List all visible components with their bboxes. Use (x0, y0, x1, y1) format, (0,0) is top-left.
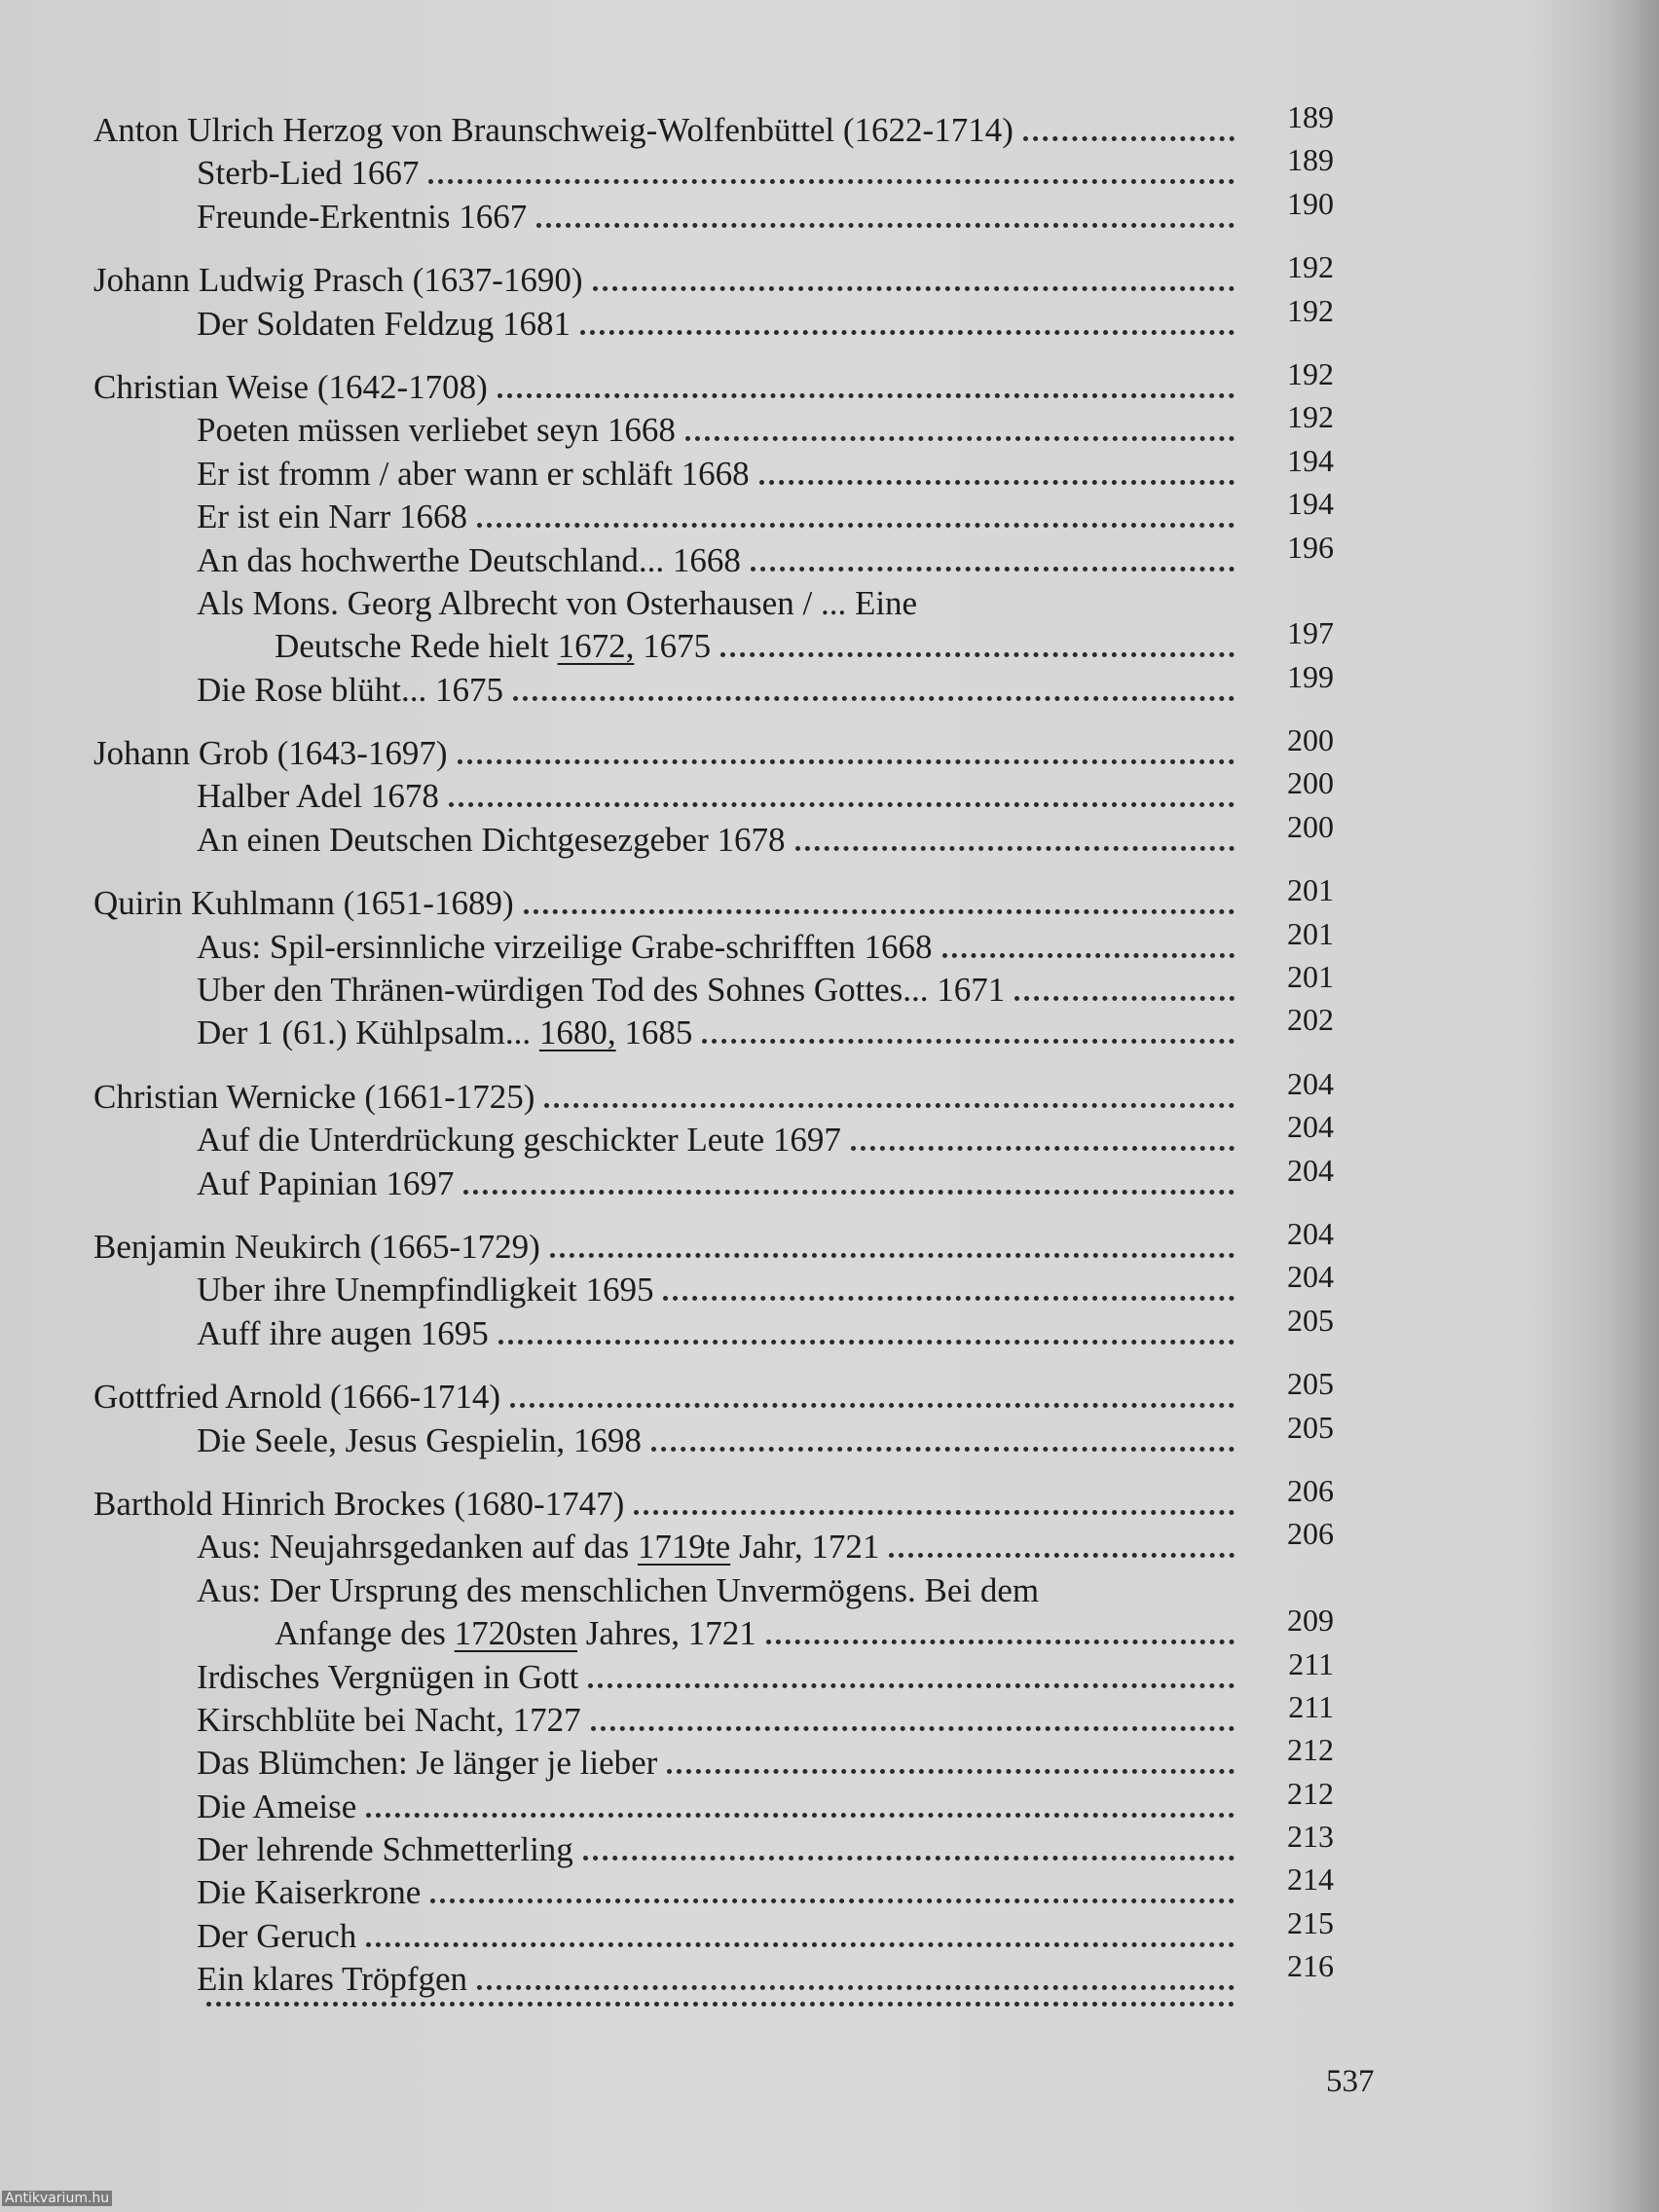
page-ref: 192 (1287, 399, 1334, 435)
entry-title: Irdisches Vergnügen in Gott (197, 1657, 579, 1696)
toc-group (93, 249, 1334, 346)
page-ref: 216 (1287, 1948, 1334, 1984)
toc-continuation-row (93, 1603, 1334, 1655)
toc-group (93, 99, 1334, 239)
page-ref: 212 (1287, 1775, 1334, 1811)
entry-title: Auf Papinian 1697 (197, 1163, 455, 1202)
entry-title: Die Kaiserkrone (197, 1873, 422, 1912)
author-name: Johann Grob (1643-1697) (93, 734, 448, 773)
continuation-text: Anfange des (275, 1614, 455, 1653)
toc-entry-row (93, 1259, 1334, 1311)
dot-leader (651, 1447, 1235, 1452)
page-ref: 192 (1287, 249, 1334, 285)
page-ref: 204 (1287, 1215, 1334, 1251)
entry-title: Als Mons. Georg Albrecht von Osterhausen / ... Eine (197, 583, 918, 622)
underlined-year: 1719te (637, 1528, 731, 1567)
dot-leader (889, 1553, 1235, 1558)
toc-author-row (93, 872, 1334, 925)
toc-entry-row (93, 1516, 1334, 1568)
dot-leader (702, 1039, 1235, 1044)
author-name: Christian Wernicke (1661-1725) (93, 1077, 535, 1116)
toc-author-row (93, 722, 1334, 775)
toc-entry-row (93, 1862, 1334, 1914)
entry-title: Ein klares Tröpfgen (197, 1960, 468, 1999)
page-ref: 189 (1287, 142, 1334, 178)
entry-title-text: Der 1 (61.) Kühlpsalm... (197, 1014, 539, 1052)
entry-title: Die Rose blüht... 1675 (197, 670, 503, 709)
dot-leader (458, 759, 1235, 764)
entry-title: Freunde-Erkentnis 1667 (197, 197, 528, 236)
underlined-year: 1672, (557, 627, 635, 666)
page-ref: 214 (1287, 1862, 1334, 1898)
dot-leader (449, 802, 1235, 807)
page-ref: 212 (1287, 1732, 1334, 1768)
page-ref: 204 (1287, 1259, 1334, 1295)
page-ref: 194 (1287, 486, 1334, 522)
toc-entry-row (93, 1948, 1334, 2001)
dot-leader (942, 953, 1235, 958)
page-ref: 205 (1287, 1409, 1334, 1445)
dot-leader (206, 2002, 1235, 2007)
dot-leader (759, 480, 1235, 485)
watermark: Antikvarium.hu (2, 2191, 112, 2206)
toc-entry-row (93, 399, 1334, 452)
entry-title: Aus: Der Ursprung des menschlichen Unvermögens. Bei dem (197, 1570, 1040, 1609)
dot-leader (685, 436, 1235, 441)
toc-group (93, 872, 1334, 1055)
page-ref: 197 (1287, 615, 1334, 651)
entry-title: An einen Deutschen Dichtgesezgeber 1678 (197, 820, 786, 859)
author-name: Barthold Hinrich Brockes (1680-1747) (93, 1484, 625, 1523)
page-ref: 204 (1287, 1109, 1334, 1145)
toc-entry-row (93, 142, 1334, 195)
toc-entry-row (93, 529, 1334, 582)
dot-leader (536, 223, 1235, 228)
toc-entry-row (93, 1904, 1334, 1958)
toc-entry-row (93, 292, 1334, 346)
author-name: Anton Ulrich Herzog von Braunschweig-Wolfenbüttel (1622-1714) (93, 111, 1014, 149)
dot-leader (513, 696, 1235, 701)
entry-title-continuation (275, 1612, 766, 1655)
toc-author-row (93, 355, 1334, 409)
toc-group (93, 722, 1334, 862)
author-name: Johann Ludwig Prasch (1637-1690) (93, 261, 583, 300)
toc-entry-row (93, 1732, 1334, 1785)
toc-entry-row (93, 1775, 1334, 1828)
toc-author-row (93, 1065, 1334, 1119)
page-ref: 194 (1287, 442, 1334, 478)
toc-entry-row (93, 1409, 1334, 1462)
page-ref: 205 (1287, 1366, 1334, 1402)
toc-author-row (93, 249, 1334, 302)
entry-title-text: Aus: Neujahrsgedanken auf das (197, 1528, 638, 1567)
entry-title: Auf die Unterdrückung geschickter Leute 1697 (197, 1121, 841, 1160)
dot-leader (751, 567, 1235, 571)
entry-title-text: Jahr, 1721 (730, 1528, 880, 1567)
toc-entry-row (93, 959, 1334, 1012)
dot-leader (580, 330, 1235, 335)
table-of-contents (93, 99, 1334, 2065)
dot-leader (588, 1683, 1235, 1688)
toc-entry-row (93, 1645, 1334, 1699)
dot-leader (851, 1146, 1235, 1151)
author-name: Quirin Kuhlmann (1651-1689) (93, 884, 514, 923)
entry-title: Auff ihre augen 1695 (197, 1313, 489, 1352)
toc-entry-row (93, 1819, 1334, 1871)
underlined-year: 1680, (538, 1014, 616, 1052)
dot-leader (663, 1296, 1235, 1301)
page-ref: 209 (1287, 1603, 1334, 1639)
page-ref: 204 (1287, 1065, 1334, 1101)
dot-leader (593, 286, 1235, 291)
entry-title: Poeten müssen verliebet seyn 1668 (197, 411, 676, 450)
toc-entry-row (93, 808, 1334, 862)
toc-entry-row (93, 1109, 1334, 1161)
entry-title: Sterb-Lied 1667 (197, 154, 420, 193)
toc-author-row (93, 1472, 1334, 1526)
page-ref: 201 (1287, 872, 1334, 908)
page-ref: 192 (1287, 355, 1334, 391)
page-ref: 201 (1287, 915, 1334, 951)
page-ref: 196 (1287, 529, 1334, 565)
continuation-text: 1675 (634, 627, 712, 666)
entry-title: Das Blümchen: Je länger je lieber (197, 1744, 658, 1783)
dot-leader (477, 1985, 1235, 1990)
dot-leader (720, 652, 1235, 657)
dot-leader (583, 1856, 1235, 1861)
dot-leader (510, 1403, 1235, 1408)
dot-leader (477, 523, 1235, 528)
page-ref: 205 (1287, 1302, 1334, 1338)
page-ref: 215 (1287, 1904, 1334, 1940)
toc-group (93, 1215, 1334, 1355)
dot-leader (430, 1899, 1235, 1903)
page-ref: 211 (1288, 1645, 1334, 1681)
author-name: Benjamin Neukirch (1665-1729) (93, 1227, 540, 1266)
dot-leader (550, 1253, 1235, 1258)
page-ref: 200 (1287, 765, 1334, 801)
continuation-text: Deutsche Rede hielt (275, 627, 558, 666)
page-ref: 192 (1287, 292, 1334, 328)
toc-group (93, 1065, 1334, 1205)
entry-title: Die Ameise (197, 1787, 357, 1825)
toc-group (93, 355, 1334, 712)
dot-leader (498, 1340, 1235, 1345)
toc-entry-row (93, 1002, 1334, 1054)
entry-title: Der lehrende Schmetterling (197, 1830, 573, 1869)
toc-entry-row (93, 1152, 1334, 1205)
page-ref: 206 (1287, 1516, 1334, 1552)
page-ref: 204 (1287, 1152, 1334, 1188)
toc-entry-row (93, 1688, 1334, 1742)
toc-entry-row (93, 582, 1334, 625)
dot-leader (1014, 996, 1235, 1001)
page-ref: 211 (1288, 1688, 1334, 1724)
page-ref: 206 (1287, 1472, 1334, 1508)
toc-author-row (93, 1366, 1334, 1419)
dot-leader (366, 1942, 1235, 1947)
entry-title: Der Geruch (197, 1916, 357, 1955)
toc-entry-row (93, 1569, 1334, 1612)
entry-title: Er ist ein Narr 1668 (197, 498, 467, 536)
entry-title (197, 1012, 702, 1054)
toc-entry-row (93, 1302, 1334, 1355)
entry-title: Aus: Spil-ersinnliche virzeilige Grabe-schrifften 1668 (197, 927, 933, 966)
toc-entry-row (93, 185, 1334, 239)
entry-title: An das hochwerthe Deutschland... 1668 (197, 540, 741, 579)
page-ref: 199 (1287, 658, 1334, 694)
dot-leader (463, 1190, 1235, 1195)
entry-title-text: 1685 (615, 1014, 693, 1052)
entry-title: Er ist fromm / aber wann er schläft 1668 (197, 454, 750, 493)
page-ref: 202 (1287, 1002, 1334, 1038)
toc-entry-row (93, 486, 1334, 538)
toc-entry-row (93, 765, 1334, 818)
entry-title: Die Seele, Jesus Gespielin, 1698 (197, 1420, 642, 1459)
toc-entry-row (93, 658, 1334, 712)
dot-leader (524, 909, 1235, 914)
toc-entry-row (93, 915, 1334, 969)
entry-title: Halber Adel 1678 (197, 777, 439, 816)
dot-leader (766, 1640, 1235, 1644)
dot-leader (591, 1726, 1235, 1731)
author-name: Gottfried Arnold (1666-1714) (93, 1378, 500, 1417)
entry-title-continuation (275, 625, 720, 668)
entry-title: Uber den Thränen-würdigen Tod des Sohnes Gottes... 1671 (197, 971, 1006, 1010)
page-ref: 213 (1287, 1819, 1334, 1855)
underlined-year: 1720sten (454, 1614, 578, 1653)
author-name: Christian Weise (1642-1708) (93, 367, 488, 406)
toc-entry-row (93, 2002, 1334, 2045)
toc-group (93, 1366, 1334, 1462)
toc-continuation-row (93, 615, 1334, 668)
toc-entry-row (93, 442, 1334, 496)
entry-title: Kirschblüte bei Nacht, 1727 (197, 1700, 581, 1739)
dot-leader (634, 1510, 1235, 1515)
toc-group (93, 1472, 1334, 2045)
dot-leader (795, 846, 1235, 851)
page-ref: 201 (1287, 959, 1334, 995)
continuation-text: Jahres, 1721 (577, 1614, 756, 1653)
toc-author-row (93, 1215, 1334, 1269)
page-ref: 200 (1287, 722, 1334, 758)
page-ref: 200 (1287, 808, 1334, 844)
dot-leader (667, 1769, 1235, 1774)
toc-author-row (93, 99, 1334, 152)
entry-title: Uber ihre Unempfindligkeit 1695 (197, 1271, 654, 1309)
page-ref: 190 (1287, 185, 1334, 221)
dot-leader (428, 179, 1235, 184)
entry-title: Der Soldaten Feldzug 1681 (197, 304, 571, 343)
entry-title (197, 1526, 889, 1568)
dot-leader (498, 393, 1235, 398)
page-ref: 189 (1287, 99, 1334, 134)
dot-leader (544, 1103, 1235, 1108)
dot-leader (366, 1813, 1235, 1818)
dot-leader (1023, 136, 1235, 141)
page-number: 537 (1326, 2064, 1375, 2099)
